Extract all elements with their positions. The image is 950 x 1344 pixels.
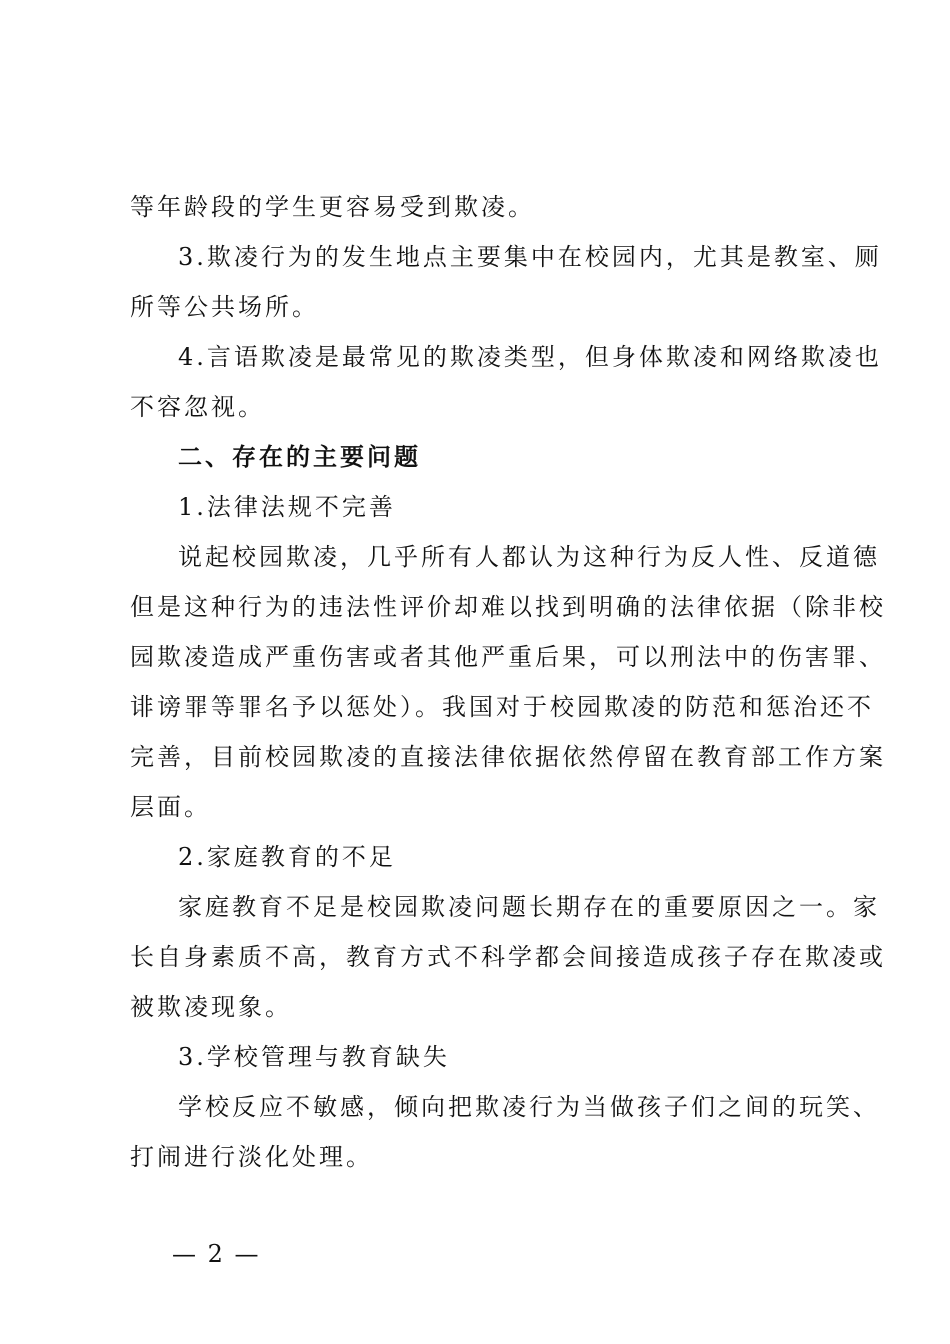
paragraph-line: 4.言语欺凌是最常见的欺凌类型，但身体欺凌和网络欺凌也 xyxy=(178,343,882,371)
section-heading: 二、存在的主要问题 xyxy=(178,443,421,471)
paragraph-line: 不容忽视。 xyxy=(130,393,265,421)
paragraph-line: 层面。 xyxy=(130,793,211,821)
page-number: — 2 — xyxy=(172,1240,261,1268)
subsection-heading: 2.家庭教育的不足 xyxy=(178,843,396,871)
paragraph-line: 长自身素质不高，教育方式不科学都会间接造成孩子存在欺凌或 xyxy=(130,943,886,971)
paragraph-line: 学校反应不敏感，倾向把欺凌行为当做孩子们之间的玩笑、 xyxy=(178,1093,880,1121)
paragraph-line: 所等公共场所。 xyxy=(130,293,319,321)
paragraph-line: 打闹进行淡化处理。 xyxy=(130,1143,373,1171)
paragraph-line: 3.欺凌行为的发生地点主要集中在校园内，尤其是教室、厕 xyxy=(178,243,882,271)
subsection-heading: 1.法律法规不完善 xyxy=(178,493,396,521)
paragraph-line: 但是这种行为的违法性评价却难以找到明确的法律依据（除非校 xyxy=(130,593,886,621)
paragraph-line: 诽谤罪等罪名予以惩处）。我国对于校园欺凌的防范和惩治还不 xyxy=(130,693,874,721)
subsection-heading: 3.学校管理与教育缺失 xyxy=(178,1043,450,1071)
paragraph-line: 说起校园欺凌，几乎所有人都认为这种行为反人性、反道德 xyxy=(178,543,880,571)
document-body xyxy=(130,182,886,1182)
paragraph-line: 被欺凌现象。 xyxy=(130,993,292,1021)
paragraph-line: 园欺凌造成严重伤害或者其他严重后果，可以刑法中的伤害罪、 xyxy=(130,643,886,671)
paragraph-line: 等年龄段的学生更容易受到欺凌。 xyxy=(130,193,535,221)
paragraph-line: 家庭教育不足是校园欺凌问题长期存在的重要原因之一。家 xyxy=(178,893,880,921)
paragraph-line: 完善，目前校园欺凌的直接法律依据依然停留在教育部工作方案 xyxy=(130,743,886,771)
